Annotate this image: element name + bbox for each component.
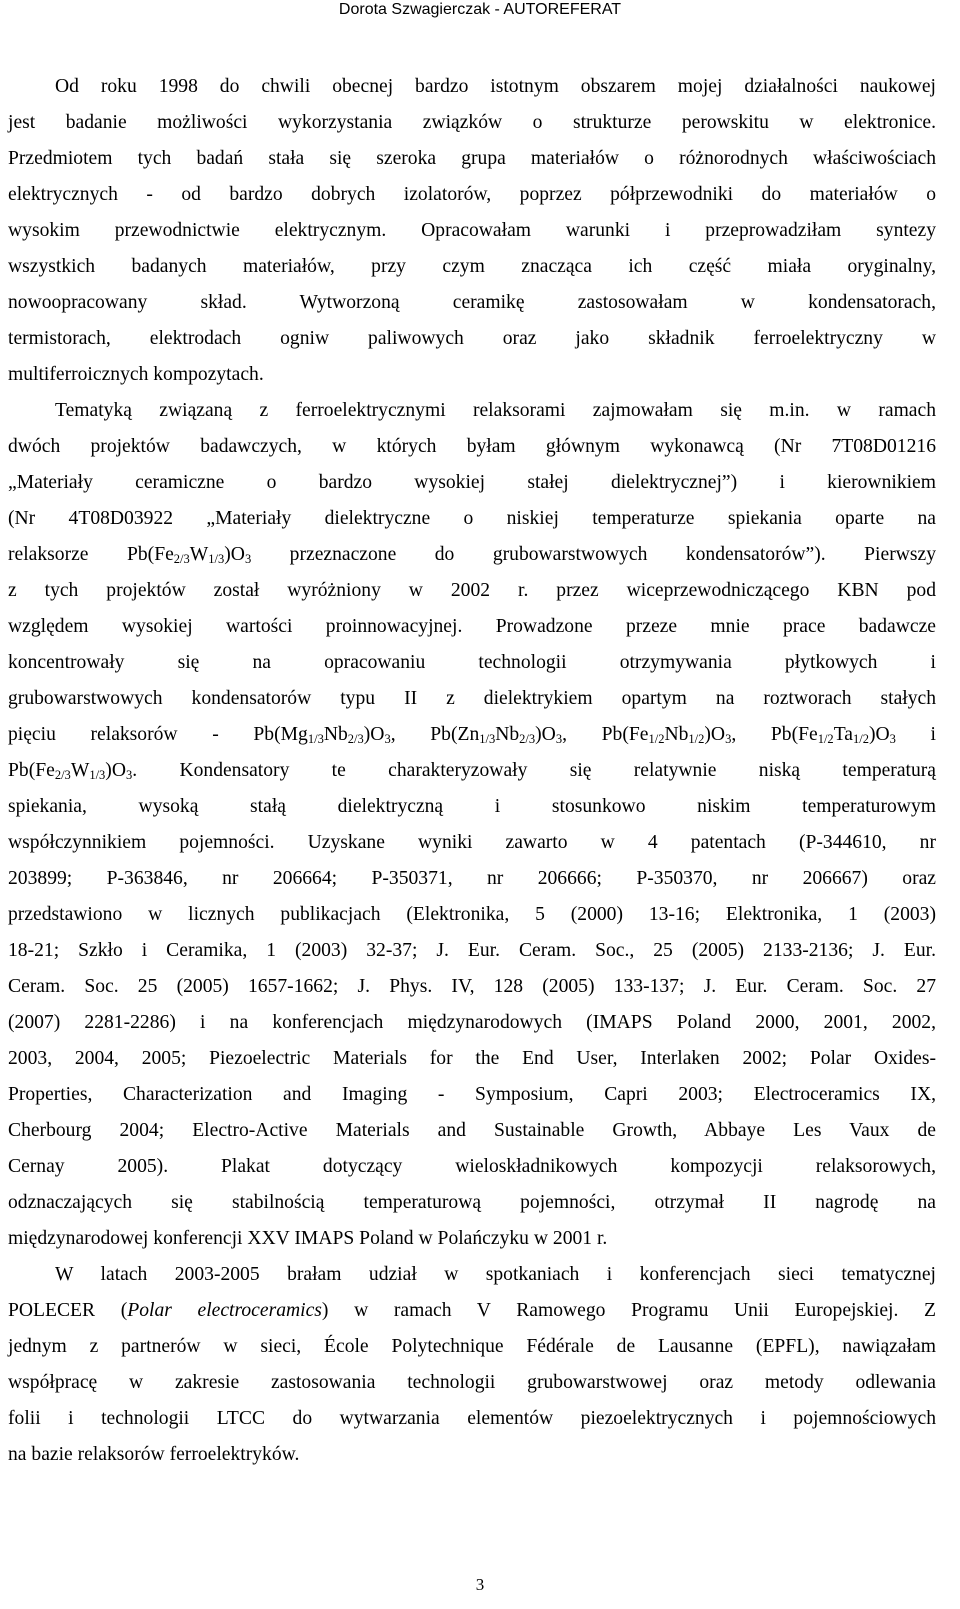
- text-line: Tematyką związaną z ferroelektrycznymi relaksorami zajmowałam się m.in. w ramach: [55, 400, 936, 421]
- text-line: POLECER (Polar electroceramics) w ramach V Ramowego Programu Unii Europejskiej. Z: [8, 1300, 936, 1321]
- paragraph-1: [8, 69, 936, 393]
- text-line: wysokim przewodnictwie elektrycznym. Opracowałam warunki i przeprowadziłam syntezy: [8, 220, 936, 241]
- text-line: W latach 2003-2005 brałam udział w spotkaniach i konferencjach sieci tematycznej: [55, 1264, 936, 1285]
- text-line: multiferroicznych kompozytach.: [8, 364, 264, 385]
- text-line: (2007) 2281-2286) i na konferencjach międzynarodowych (IMAPS Poland 2000, 2001, 2002,: [8, 1012, 936, 1033]
- text-line: $Pb(Fe_{2/3}W_{1/3})O_3$. Kondensatory te charakteryzowały się relatywnie niską temperaturą: [8, 760, 936, 782]
- text-line: przedstawiono w licznych publikacjach (Elektronika, 5 (2000) 13-16; Elektronika, 1 (2003): [8, 904, 936, 925]
- text-line: jednym z partnerów w sieci, École Polytechnique Fédérale de Lausanne (EPFL), nawiązałam: [8, 1336, 936, 1357]
- document-header: Dorota Szwagierczak - AUTOREFERAT: [338, 1, 622, 18]
- text-line: Cherbourg 2004; Electro-Active Materials and Sustainable Growth, Abbaye Les Vaux de: [8, 1120, 936, 1141]
- text-line: „Materiały ceramiczne o bardzo wysokiej stałej dielektrycznej”) i kierownikiem: [8, 472, 936, 493]
- document-body: [8, 69, 936, 1473]
- text-line: nowoopracowany skład. Wytworzoną ceramikę zastosowałam w kondensatorach,: [8, 292, 936, 313]
- page-number: 3: [475, 1575, 485, 1594]
- text-line: względem wysokiej wartości proinnowacyjnej. Prowadzone przeze mnie prace badawcze: [8, 616, 936, 637]
- text-line: dwóch projektów badawczych, w których byłam głównym wykonawcą (Nr 7T08D01216: [8, 436, 936, 457]
- text-line: grubowarstwowych kondensatorów typu II z dielektrykiem opartym na roztworach stałych: [8, 688, 936, 709]
- text-line: Cernay 2005). Plakat dotyczący wieloskładnikowych kompozycji relaksorowych,: [8, 1156, 936, 1177]
- text-line: relaksorze $Pb(Fe_{2/3}W_{1/3})O_3$ przeznaczone do grubowarstwowych kondensatorów”). Pierwszy: [8, 544, 936, 566]
- text-line: na bazie relaksorów ferroelektryków.: [8, 1444, 300, 1465]
- text-line: termistorach, elektrodach ogniw paliwowych oraz jako składnik ferroelektryczny w: [8, 328, 936, 349]
- paragraph-3: [8, 1257, 936, 1473]
- text-line: pięciu relaksorów - $Pb(Mg_{1/3}Nb_{2/3})O_3$, $Pb(Zn_{1/3}Nb_{2/3})O_3$, $Pb(Fe_{1/2}Nb_{1/2})O_3$, $Pb(Fe_{1/2}Ta_{1/2})O_3$ i: [8, 724, 936, 746]
- paragraph-2: [8, 393, 936, 1257]
- text-line: spiekania, wysoką stałą dielektryczną i stosunkowo niskim temperaturowym: [8, 796, 936, 817]
- text-line: współpracę w zakresie zastosowania technologii grubowarstwowej oraz metody odlewania: [8, 1372, 936, 1393]
- text-line: z tych projektów został wyróżniony w 2002 r. przez wiceprzewodniczącego KBN pod: [8, 580, 936, 601]
- text-line: międzynarodowej konferencji XXV IMAPS Poland w Polańczyku w 2001 r.: [8, 1228, 608, 1249]
- text-line: jest badanie możliwości wykorzystania związków o strukturze perowskitu w elektronice.: [8, 112, 936, 133]
- text-line: Ceram. Soc. 25 (2005) 1657-1662; J. Phys. IV, 128 (2005) 133-137; J. Eur. Ceram. Soc. 27: [8, 976, 936, 997]
- text-line: 2003, 2004, 2005; Piezoelectric Materials for the End User, Interlaken 2002; Polar Oxides-: [8, 1048, 936, 1069]
- text-line: (Nr 4T08D03922 „Materiały dielektryczne o niskiej temperaturze spiekania oparte na: [8, 508, 936, 529]
- text-line: Od roku 1998 do chwili obecnej bardzo istotnym obszarem mojej działalności naukowej: [55, 76, 936, 97]
- text-line: folii i technologii LTCC do wytwarzania elementów piezoelektrycznych i pojemnościowych: [8, 1408, 936, 1429]
- text-line: elektrycznych - od bardzo dobrych izolatorów, poprzez półprzewodniki do materiałów o: [8, 184, 936, 205]
- text-line: współczynnikiem pojemności. Uzyskane wyniki zawarto w 4 patentach (P-344610, nr: [8, 832, 936, 853]
- text-line: 18-21; Szkło i Ceramika, 1 (2003) 32-37; J. Eur. Ceram. Soc., 25 (2005) 2133-2136; J. Eur.: [8, 940, 936, 961]
- text-line: 203899; P-363846, nr 206664; P-350371, nr 206666; P-350370, nr 206667) oraz: [8, 868, 936, 889]
- text-line: wszystkich badanych materiałów, przy czym znacząca ich część miała oryginalny,: [8, 256, 936, 277]
- text-line: Przedmiotem tych badań stała się szeroka grupa materiałów o różnorodnych właściwościach: [8, 148, 936, 169]
- text-line: koncentrowały się na opracowaniu technologii otrzymywania płytkowych i: [8, 652, 936, 673]
- text-line: Properties, Characterization and Imaging - Symposium, Capri 2003; Electroceramics IX,: [8, 1084, 936, 1105]
- text-line: odznaczających się stabilnością temperaturową pojemności, otrzymał II nagrodę na: [8, 1192, 936, 1213]
